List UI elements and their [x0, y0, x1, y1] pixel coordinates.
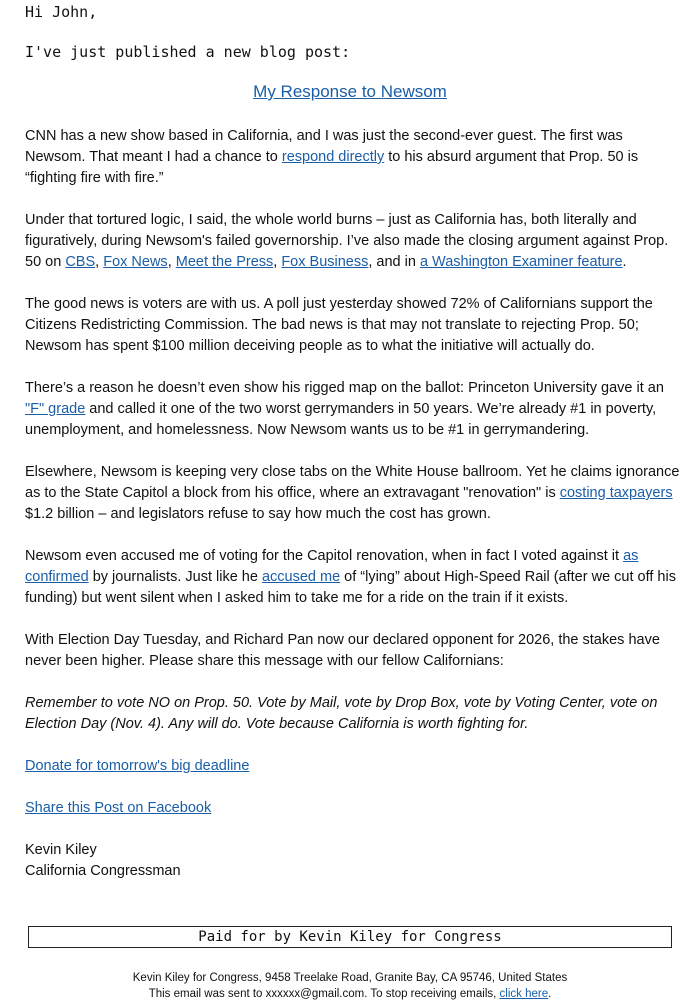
- paragraph-text: , and in: [368, 254, 420, 270]
- post-title-link[interactable]: My Response to Newsom: [253, 82, 447, 101]
- footer-sent-to: [0, 986, 700, 1002]
- post-title-container: [0, 81, 700, 103]
- separator: ,: [167, 254, 176, 270]
- donate-link[interactable]: Donate for tomorrow's big deadline: [25, 758, 250, 774]
- signature-name: Kevin Kiley: [25, 842, 97, 858]
- respond-directly-link[interactable]: respond directly: [281, 149, 385, 165]
- greeting: Hi John,: [25, 3, 98, 21]
- paragraph-text: by journalists. Just like he: [88, 569, 262, 585]
- costing-taxpayers-link[interactable]: costing taxpayers: [559, 485, 673, 501]
- paragraph-text: There’s a reason he doesn’t even show his rigged map on the ballot: Princeton University gave it an: [25, 380, 664, 396]
- footer-address: Kevin Kiley for Congress, 9458 Treelake Road, Granite Bay, CA 95746, United States: [132, 972, 568, 984]
- paragraph-text: .: [622, 254, 627, 270]
- share-facebook-link[interactable]: Share this Post on Facebook: [25, 800, 212, 816]
- signature-title: California Congressman: [25, 863, 181, 879]
- paragraph-text: and called it one of the two worst gerrymanders in 50 years. We’re already #1 in poverty, unemployment, and homelessness. Now Newsom wants us to be #1 in gerrymandering.: [25, 401, 657, 438]
- f-grade-link[interactable]: "F" grade: [25, 401, 86, 417]
- separator: ,: [95, 254, 104, 270]
- paragraph-text: $1.2 billion – and legislators refuse to say how much the cost has grown.: [25, 506, 491, 522]
- meet-the-press-link[interactable]: Meet the Press: [175, 254, 274, 270]
- paragraph-capitol: [25, 462, 680, 525]
- fox-news-link[interactable]: Fox News: [103, 254, 168, 270]
- fox-business-link[interactable]: Fox Business: [281, 254, 369, 270]
- accused-me-link[interactable]: accused me: [261, 569, 341, 585]
- paragraph-closing-argument: [25, 210, 680, 273]
- paragraph-renovation: [25, 546, 680, 609]
- paragraph-text: of “lying” about High-Speed Rail (after we cut off his funding) but went silent when I asked him to take me for a ride on the train if it exists.: [25, 569, 676, 606]
- paragraph-vote-reminder: Remember to vote NO on Prop. 50. Vote by Mail, vote by Drop Box, vote by Voting Center, vote on Election Day (Nov. 4). Any will do. Vote because California is worth fighting for.: [25, 695, 658, 732]
- paragraph-text: CNN has a new show based in California, and I was just the second-ever guest. The first was Newsom. That meant I had a chance to: [25, 128, 623, 165]
- footer-sent-text: This email was sent to xxxxxx@gmail.com. To stop receiving emails,: [148, 988, 500, 1000]
- paragraph-rigged-map: [25, 378, 680, 441]
- paragraph-text: Elsewhere, Newsom is keeping very close tabs on the White House ballroom. Yet he claims ignorance as to the State Capitol a block from his office, where an extravagant "renovation" is: [25, 464, 680, 501]
- unsubscribe-link[interactable]: click here: [499, 988, 549, 1000]
- paid-for-disclaimer: Paid for by Kevin Kiley for Congress: [28, 926, 672, 948]
- share-container: [25, 798, 680, 819]
- washington-examiner-link[interactable]: a Washington Examiner feature: [419, 254, 623, 270]
- intro-text: I've just published a new blog post:: [25, 43, 351, 61]
- paragraph-text: to his absurd argument that Prop. 50 is “fighting fire with fire.”: [25, 149, 639, 186]
- donate-container: [25, 756, 680, 777]
- paragraph-poll: The good news is voters are with us. A poll just yesterday showed 72% of Californians support the Citizens Redistricting Commission. The bad news is that may not translate to rejecting Prop. 50; Newsom has spent $100 million deceiving people as to what the initiative will actually do.: [25, 296, 653, 354]
- paragraph-cnn: [25, 126, 680, 189]
- cbs-link[interactable]: CBS: [65, 254, 96, 270]
- paragraph-text: Under that tortured logic, I said, the whole world burns – just as California has, both literally and figuratively, during Newsom's failed governorship. I’ve also made the closing argument against Prop. 50 on: [25, 212, 669, 270]
- paragraph-election-day: With Election Day Tuesday, and Richard Pan now our declared opponent for 2026, the stakes have never been higher. Please share this message with our fellow Californians:: [25, 632, 660, 669]
- email-body: [25, 126, 680, 882]
- footer-end: .: [548, 988, 552, 1000]
- paragraph-text: Newsom even accused me of voting for the Capitol renovation, when in fact I voted against it: [25, 548, 624, 564]
- as-confirmed-link[interactable]: as confirmed: [25, 548, 639, 585]
- separator: ,: [273, 254, 282, 270]
- email-footer: [0, 970, 700, 1002]
